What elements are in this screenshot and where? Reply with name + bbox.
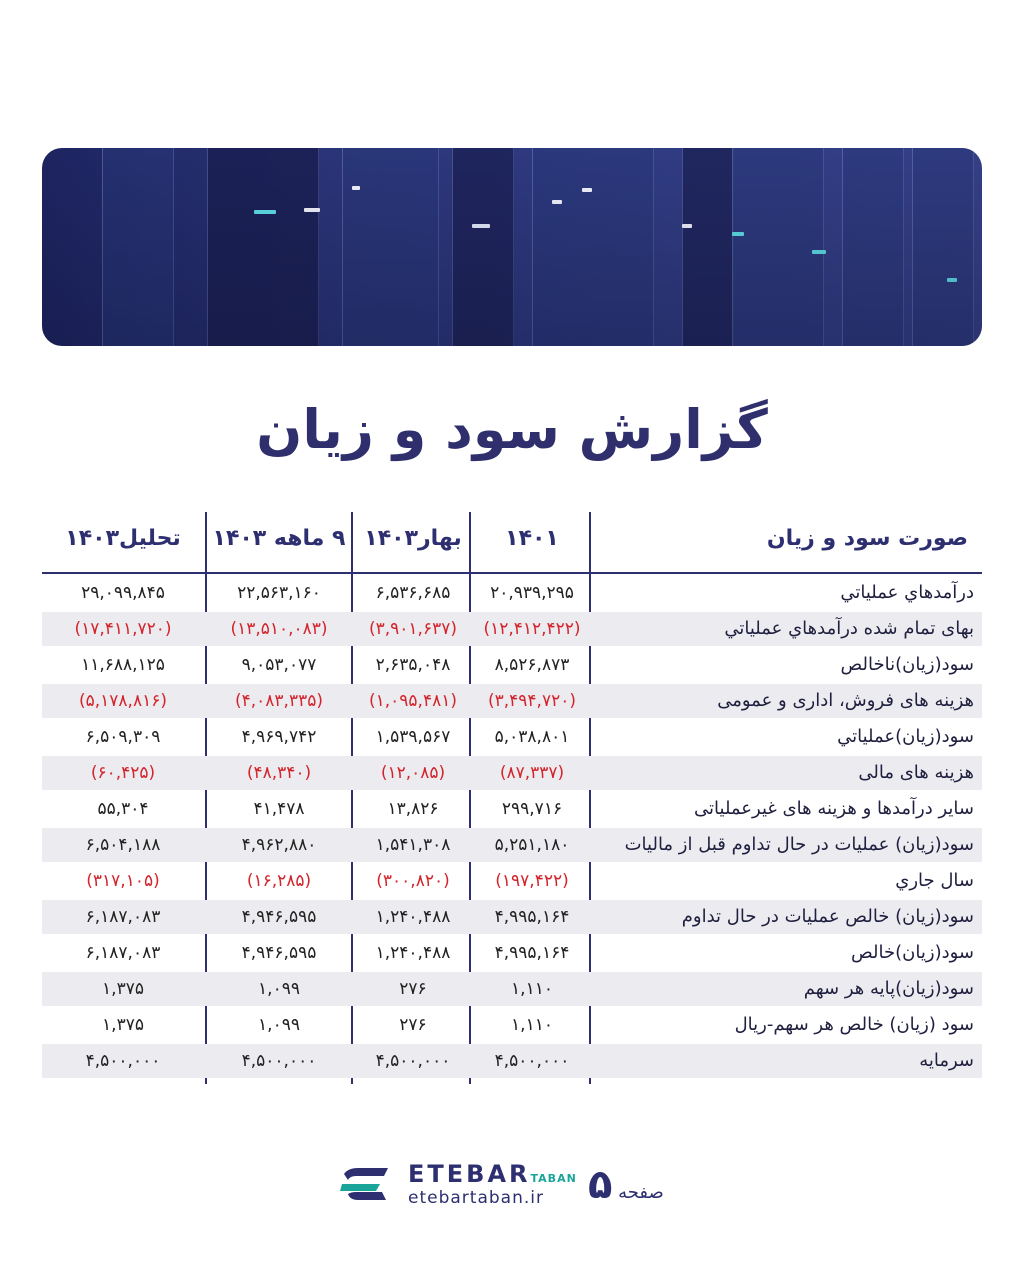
row-label: هزینه هاى مالى bbox=[858, 762, 974, 783]
cell-analysis-1403: ۶,۵۰۹,۳۰۹ bbox=[85, 727, 161, 747]
table-header bbox=[42, 512, 982, 574]
cell-spring-1403: ۱,۲۴۰,۴۸۸ bbox=[375, 907, 451, 927]
table-row bbox=[42, 864, 982, 898]
table-row bbox=[42, 612, 982, 646]
cell-spring-1403: (۳۰۰,۸۲۰) bbox=[376, 871, 450, 891]
cell-9month-1403: ۴۱,۴۷۸ bbox=[253, 799, 305, 819]
cell-analysis-1403: (۶۰,۴۲۵) bbox=[90, 763, 156, 783]
cell-1401: ۲۹۹,۷۱۶ bbox=[501, 799, 563, 819]
cell-spring-1403: (۱۲,۰۸۵) bbox=[380, 763, 446, 783]
cell-1401: ۱,۱۱۰ bbox=[511, 979, 553, 999]
cell-analysis-1403: ۲۹,۰۹۹,۸۴۵ bbox=[81, 583, 165, 603]
cell-9month-1403: ۹,۰۵۳,۰۷۷ bbox=[241, 655, 317, 675]
row-label: سود(زيان) خالص عمليات در حال تداوم bbox=[681, 906, 974, 927]
cell-analysis-1403: ۴,۵۰۰,۰۰۰ bbox=[85, 1051, 161, 1071]
row-label: سود(زيان)پايه هر سهم bbox=[803, 978, 974, 999]
cell-9month-1403: ۴,۹۶۲,۸۸۰ bbox=[241, 835, 317, 855]
cell-1401: ۴,۹۹۵,۱۶۴ bbox=[494, 907, 570, 927]
header-9month-1403: ۹ ماهه ۱۴۰۳ bbox=[212, 526, 346, 551]
table-row bbox=[42, 756, 982, 790]
row-label: سود(زيان)ناخالص bbox=[840, 654, 974, 675]
cell-1401: ۴,۵۰۰,۰۰۰ bbox=[494, 1051, 570, 1071]
cell-analysis-1403: ۶,۱۸۷,۰۸۳ bbox=[85, 943, 161, 963]
table-row bbox=[42, 1008, 982, 1042]
cell-spring-1403: ۲۷۶ bbox=[399, 979, 427, 999]
cell-spring-1403: ۱۳,۸۲۶ bbox=[387, 799, 439, 819]
page-number: ۵ bbox=[588, 1162, 613, 1208]
cell-1401: (۱۲,۴۱۲,۴۲۲) bbox=[483, 619, 581, 639]
cell-9month-1403: ۴,۹۴۶,۵۹۵ bbox=[241, 907, 317, 927]
hero-banner-image bbox=[42, 148, 982, 346]
row-label: درآمدهاي عملياتي bbox=[840, 582, 974, 603]
cell-1401: ۵,۲۵۱,۱۸۰ bbox=[494, 835, 570, 855]
table-row bbox=[42, 720, 982, 754]
cell-analysis-1403: ۱,۳۷۵ bbox=[102, 979, 144, 999]
header-1401: ۱۴۰۱ bbox=[505, 526, 559, 551]
page-label: صفحه bbox=[618, 1182, 664, 1203]
cell-analysis-1403: (۱۷,۴۱۱,۷۲۰) bbox=[74, 619, 172, 639]
table-row bbox=[42, 972, 982, 1006]
cell-9month-1403: ۴,۵۰۰,۰۰۰ bbox=[241, 1051, 317, 1071]
cell-spring-1403: ۴,۵۰۰,۰۰۰ bbox=[375, 1051, 451, 1071]
cell-1401: ۴,۹۹۵,۱۶۴ bbox=[494, 943, 570, 963]
cell-9month-1403: (۴,۰۸۳,۳۳۵) bbox=[235, 691, 323, 711]
cell-analysis-1403: ۱۱,۶۸۸,۱۲۵ bbox=[81, 655, 165, 675]
cell-spring-1403: ۲۷۶ bbox=[399, 1015, 427, 1035]
cell-1401: ۵,۰۳۸,۸۰۱ bbox=[494, 727, 570, 747]
table-row bbox=[42, 648, 982, 682]
row-label: سال جاري bbox=[895, 870, 974, 891]
page-title: گزارش سود و زیان bbox=[256, 398, 768, 461]
row-label: سود (زیان) خالص هر سهم-ریال bbox=[734, 1014, 974, 1035]
row-label: سود(زيان)خالص bbox=[851, 942, 974, 963]
table-row bbox=[42, 936, 982, 970]
row-label: سایر درآمدها و هزینه هاى غیرعملیاتى bbox=[694, 798, 974, 819]
cell-spring-1403: ۱,۲۴۰,۴۸۸ bbox=[375, 943, 451, 963]
cell-1401: (۸۷,۳۳۷) bbox=[499, 763, 565, 783]
cell-1401: ۱,۱۱۰ bbox=[511, 1015, 553, 1035]
cell-9month-1403: (۴۸,۳۴۰) bbox=[246, 763, 312, 783]
cell-9month-1403: ۲۲,۵۶۳,۱۶۰ bbox=[237, 583, 321, 603]
table-row bbox=[42, 576, 982, 610]
brand-name bbox=[408, 1160, 577, 1188]
row-label: هزینه هاى فروش، ادارى و عمومى bbox=[717, 690, 974, 711]
cell-9month-1403: (۱۶,۲۸۵) bbox=[246, 871, 312, 891]
row-label: سود(زيان)عملياتي bbox=[837, 726, 974, 747]
cell-9month-1403: ۴,۹۶۹,۷۴۲ bbox=[241, 727, 317, 747]
footer bbox=[338, 1160, 688, 1210]
cell-analysis-1403: ۶,۱۸۷,۰۸۳ bbox=[85, 907, 161, 927]
cell-9month-1403: (۱۳,۵۱۰,۰۸۳) bbox=[230, 619, 328, 639]
table-row bbox=[42, 792, 982, 826]
cell-9month-1403: ۱,۰۹۹ bbox=[258, 1015, 300, 1035]
header-analysis-1403: تحلیل۱۴۰۳ bbox=[65, 526, 181, 551]
website-link[interactable]: etebartaban.ir bbox=[408, 1188, 544, 1208]
cell-analysis-1403: ۵۵,۳۰۴ bbox=[97, 799, 149, 819]
cell-analysis-1403: (۳۱۷,۱۰۵) bbox=[86, 871, 160, 891]
row-label: سود(زیان) عملیات در حال تداوم قبل از مالیات bbox=[624, 834, 974, 855]
header-label: صورت سود و زیان bbox=[766, 526, 968, 551]
row-label: سرمایه bbox=[919, 1050, 974, 1071]
cell-analysis-1403: ۱,۳۷۵ bbox=[102, 1015, 144, 1035]
table-row bbox=[42, 900, 982, 934]
row-label: بهاى تمام شده درآمدهاي عملياتي bbox=[724, 618, 974, 639]
cell-spring-1403: (۱,۰۹۵,۴۸۱) bbox=[369, 691, 457, 711]
cell-1401: (۱۹۷,۴۲۲) bbox=[495, 871, 569, 891]
cell-analysis-1403: ۶,۵۰۴,۱۸۸ bbox=[85, 835, 161, 855]
cell-1401: (۳,۴۹۴,۷۲۰) bbox=[488, 691, 576, 711]
cell-1401: ۸,۵۲۶,۸۷۳ bbox=[494, 655, 570, 675]
cell-spring-1403: (۳,۹۰۱,۶۳۷) bbox=[369, 619, 457, 639]
table-row bbox=[42, 1044, 982, 1078]
brand-main: ETEBAR bbox=[408, 1160, 531, 1188]
table-row bbox=[42, 684, 982, 718]
header-spring-1403: بهار۱۴۰۳ bbox=[364, 526, 462, 551]
cell-spring-1403: ۶,۵۳۶,۶۸۵ bbox=[375, 583, 451, 603]
table-row bbox=[42, 828, 982, 862]
cell-spring-1403: ۲,۶۳۵,۰۴۸ bbox=[375, 655, 451, 675]
cell-spring-1403: ۱,۵۴۱,۳۰۸ bbox=[375, 835, 451, 855]
cell-spring-1403: ۱,۵۳۹,۵۶۷ bbox=[375, 727, 451, 747]
cell-9month-1403: ۴,۹۴۶,۵۹۵ bbox=[241, 943, 317, 963]
brand-sub: TABAN bbox=[530, 1172, 577, 1185]
cell-analysis-1403: (۵,۱۷۸,۸۱۶) bbox=[79, 691, 167, 711]
profit-loss-table bbox=[42, 512, 982, 1078]
etebar-logo-icon bbox=[338, 1164, 394, 1204]
page-indicator bbox=[588, 1162, 664, 1208]
cell-9month-1403: ۱,۰۹۹ bbox=[258, 979, 300, 999]
cell-1401: ۲۰,۹۳۹,۲۹۵ bbox=[490, 583, 574, 603]
